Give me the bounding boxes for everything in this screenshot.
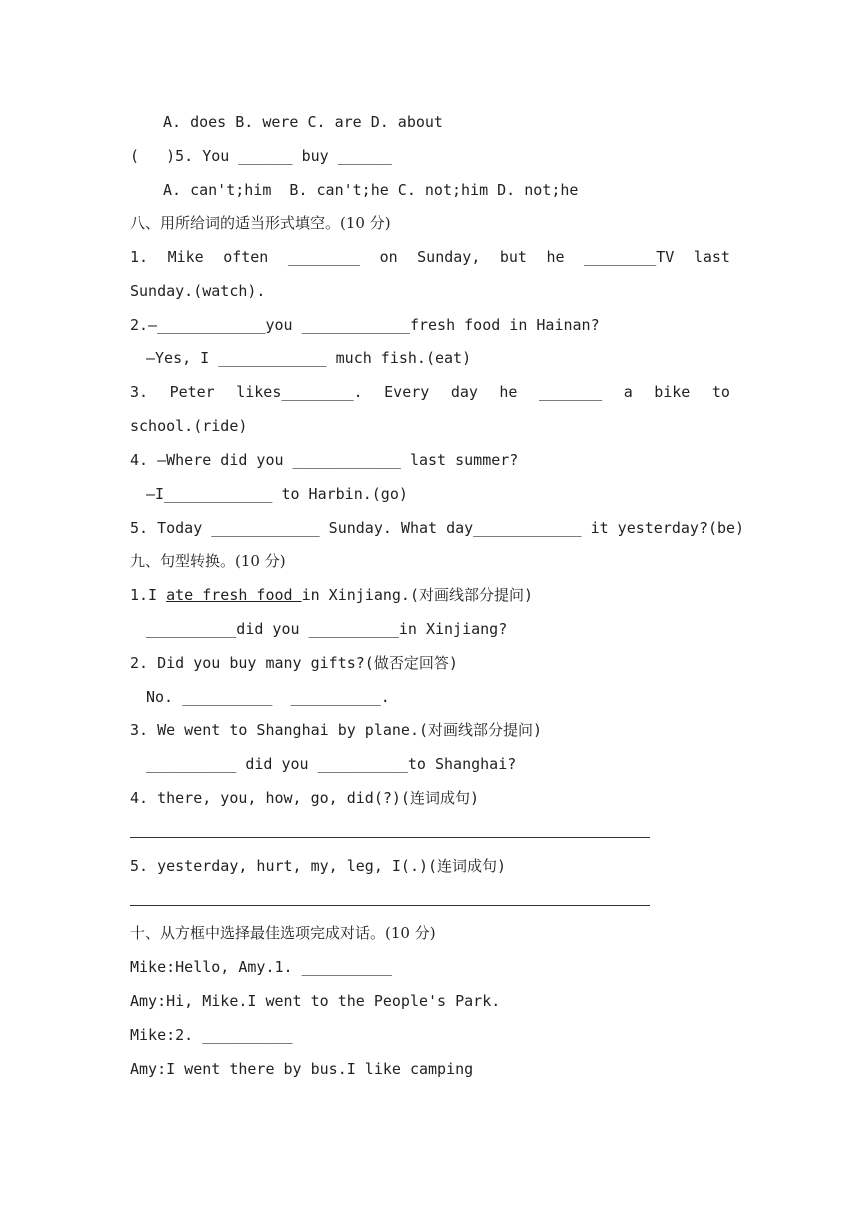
word: a — [623, 383, 633, 401]
word: bike — [654, 383, 691, 401]
s9-q3-answer: __________ did you __________to Shanghai? — [146, 755, 517, 773]
text: 1.I — [130, 586, 167, 604]
s9-q2: 2. Did you buy many gifts?(做否定回答) — [130, 654, 458, 672]
s8-q5: 5. Today ____________ Sunday. What day____________ it yesterday?(be) — [130, 519, 745, 537]
text: in Xinjiang.(对画线部分提问) — [301, 586, 534, 604]
word: Every — [384, 383, 430, 401]
word: he — [499, 383, 518, 401]
dialogue-line: Amy:Hi, Mike.I went to the People's Park. — [130, 992, 501, 1010]
dialogue-line: Amy:I went there by bus.I like camping — [130, 1060, 474, 1078]
word: to — [711, 383, 730, 401]
word: Sunday, — [417, 248, 481, 266]
word: Peter — [169, 383, 215, 401]
section-8-title: 八、用所给词的适当形式填空。(10 分) — [130, 214, 391, 232]
s9-q5: 5. yesterday, hurt, my, leg, I(.)(连词成句) — [130, 857, 507, 875]
blank: ________ — [287, 248, 361, 266]
word: day — [450, 383, 478, 401]
word: 3. — [130, 383, 149, 401]
section-10-title: 十、从方框中选择最佳选项完成对话。(10 分) — [130, 924, 436, 942]
answer-line — [130, 905, 650, 906]
word: likes________. — [236, 383, 363, 401]
dialogue-line: Mike:2. __________ — [130, 1026, 293, 1044]
dialogue-line: Mike:Hello, Amy.1. __________ — [130, 958, 392, 976]
q5-options: A. can't;him B. can't;he C. not;him D. not;he — [163, 181, 579, 199]
s9-q2-answer: No. __________ __________. — [146, 688, 390, 706]
s8-q4-line-a: 4. —Where did you ____________ last summer? — [130, 451, 519, 469]
s8-q1-line-b: Sunday.(watch). — [130, 282, 266, 300]
word: on — [379, 248, 398, 266]
q5-question: ( )5. You ______ buy ______ — [130, 147, 392, 165]
word: 1. — [130, 248, 149, 266]
word: Mike — [167, 248, 204, 266]
blank: _______ — [538, 383, 603, 401]
s9-q3: 3. We went to Shanghai by plane.(对画线部分提问) — [130, 721, 543, 739]
underlined-phrase: ate fresh food — [166, 586, 302, 604]
word: but — [499, 248, 527, 266]
q4-options: A. does B. were C. are D. about — [163, 113, 443, 131]
section-9-title: 九、句型转换。(10 分) — [130, 552, 286, 570]
s9-q1-answer: __________did you __________in Xinjiang? — [146, 620, 508, 638]
s8-q2-line-a: 2.—____________you ____________fresh food in Hainan? — [130, 316, 600, 334]
s9-q4: 4. there, you, how, go, did(?)(连词成句) — [130, 789, 479, 807]
blank: ________TV — [584, 248, 675, 266]
s8-q3-line-a — [130, 382, 730, 402]
s8-q1-line-a — [130, 247, 730, 267]
word: he — [546, 248, 565, 266]
answer-line — [130, 837, 650, 838]
s8-q3-line-b: school.(ride) — [130, 417, 248, 435]
word: last — [693, 248, 730, 266]
s8-q2-line-b: —Yes, I ____________ much fish.(eat) — [146, 349, 472, 367]
s9-q1 — [130, 585, 533, 605]
word: often — [223, 248, 269, 266]
s8-q4-line-b: —I____________ to Harbin.(go) — [146, 485, 408, 503]
